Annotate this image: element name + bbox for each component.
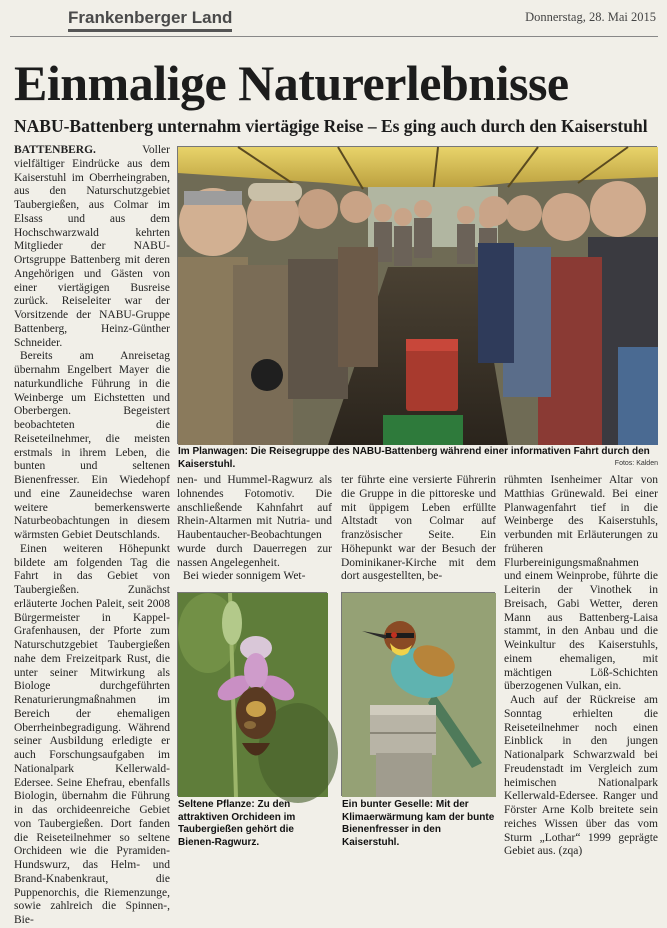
paragraph: Bereits am Anreisetag übernahm Engelbert Mayer die naturkundliche Führung in die Weinberge um Eichstetten und Oberbergen. Begeistert beobachteten die Reiseteilnehmer, die meisten erstmals in ihrem Leben, die bunten und seltenen Bienenfresser. Ein Wiedehopf und eine Zauneidechse waren weitere bemerkenswerte Naturbeobachtungen in diesem wärmsten Gebiet Deutschlands. [14,350,170,541]
main-photo [177,146,657,444]
paragraph-text: Voller vielfältiger Eindrücke aus dem Kaiserstuhl im Oberrheingraben, aus den Naturschutzgebiet Taubergießen, aus Colmar im Elsass und aus dem Hochschwarzwald kehrten Mitglieder der NABU-Ortsgruppe Battenberg mit deren Angehörigen und Gästen von einer viertägigen Busreise zurück. Reiseleiter war der Vorsitzende der NABU-Gruppe Battenberg, Heinz-Günther Schneider. [14,144,170,349]
article-column-4 [504,474,658,858]
headline: Einmalige Naturerlebnisse [14,55,569,111]
article-column-2 [177,474,332,588]
header-rule [10,36,658,37]
subheadline: NABU-Battenberg unternahm viertägige Reise – Es ging auch durch den Kaiserstuhl [14,116,648,136]
paragraph: Einen weiteren Höhepunkt bildete am folgenden Tag die Fahrt in das Gebiet von Taubergießen. Zunächst erläuterte Jochen Paleit, seit 2008 Bürgermeister in Kappel-Grafenhausen, der Pforte zum Naturschutzgebiet Taubergießen nahe dem Freizeitpark Rust, die unter seiner Mitwirkung als Biologe durchgeführten Renaturierungmaßnahmen im Bereich der ehemaligen Oberrheinbegradigung. Während seiner Ausbildung erledigte er auch Forschungsaufgaben im Nationalpark Kellerwald-Edersee. Seine Ehefrau, ebenfalls Biologin, übernahm die Führung in das orchideenreiche Gebiet von Taubergießen. Dort fanden die Reiseteilnehmer so seltene Orchideen wie die Pyramiden-Hundswurz, das Helm- und Brand-Knabenkraut, die Puppenorchis, die Riemenzunge, sowie zahlreich die Spinnen-, Bie- [14,542,170,926]
wagon-group-illustration [178,147,658,445]
bird-caption: Ein bunter Geselle: Mit der Klimaerwärmung kam der bunte Bienenfresser in den Kaiserstuhl. [342,799,495,848]
dateline: BATTENBERG. [14,144,96,156]
page-header [10,8,658,36]
paragraph: rühmten Isenheimer Altar von Matthias Grünewald. Bei einer Planwagenfahrt tief in die Weinberge des Kaiserstuhls, verbunden mit Erläuterungen zu früheren Flurbereinigungsmaßnahmen und einem Weinprobe, führte die Leiterin der Vinothek in Breisach, Gabi Wetter, deren Mann aus Battenberg-Laisa stammt, in den Anbau und die Weinkultur des Kaiserstuhls, einem ehemaligen, mit mächtigen Löß-Schichten überzogenen Vulkan, ein. [504,474,658,693]
article-column-3 [341,474,496,588]
main-photo-caption: Im Planwagen: Die Reisegruppe des NABU-Battenberg während einer informativen Fahrt durch den Kaiserstuhl. [178,446,650,470]
paragraph: nen- und Hummel-Ragwurz als lohnendes Fotomotiv. Die anschließende Kahnfahrt auf Rhein-Altarmen mit Nutria- und Haubentaucher-Beobachtungen wurde durch Dauerregen zur nassen Angelegenheit. [177,474,332,569]
paragraph [14,144,170,350]
orchid-illustration [178,593,328,797]
paragraph: ter führte eine versierte Führerin die Gruppe in die pittoreske und mit üppigem Leben erfüllte Altstadt von Colmar auf französischer Seite. Ein Höhepunkt war der Besuch der Dominikaner-Kirche mit dem dort ausgestellten, be- [341,474,496,583]
photo-credit: Fotos: Kalden [614,460,658,467]
issue-date: Donnerstag, 28. Mai 2015 [525,10,656,24]
bee-eater-illustration [342,593,496,797]
bird-photo [341,592,495,796]
paragraph: Bei wieder sonnigem Wet- [183,570,306,583]
article-column-1 [14,144,170,926]
section-title: Frankenberger Land [68,8,232,32]
paragraph: Auch auf der Rückreise am Sonntag erhielten die Reiseteilnehmer noch einen Einblick in den jungen Nationalpark Schwarzwald bei Freudenstadt im Vergleich zum heimischen Nationalpark Kellerwald-Edersee. Ranger und Förster Arne Kolb breitete sein reiches Wissen über das vom Sturm „Lothar“ 1999 geprägte Gebiet aus. (zqa) [504,694,658,858]
orchid-photo [177,592,327,796]
orchid-caption: Seltene Pflanze: Zu den attraktiven Orchideen im Taubergießen gehört die Bienen-Ragwurz. [178,799,296,848]
